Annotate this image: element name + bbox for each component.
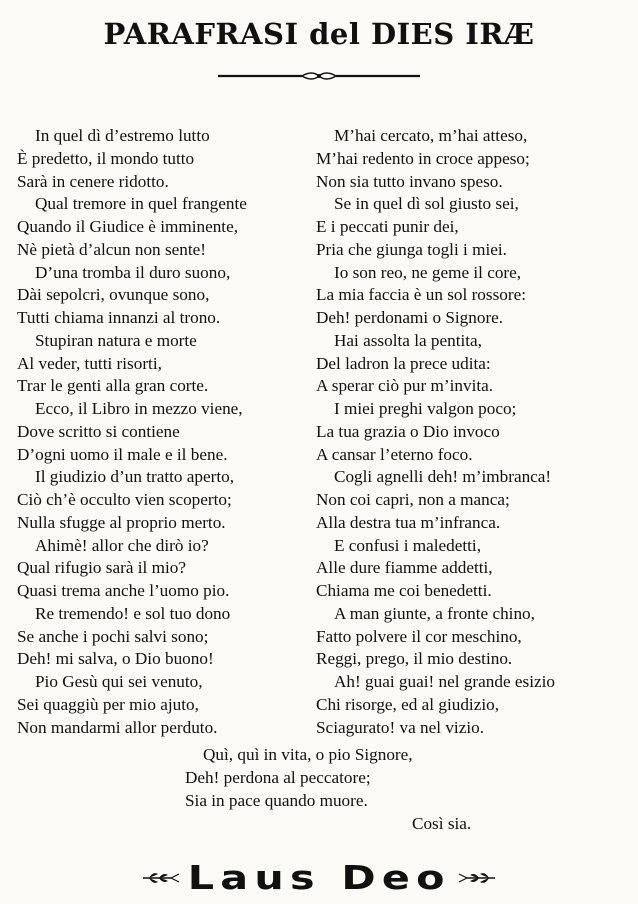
verse-line: A cansar l’eterno foco. xyxy=(316,444,473,464)
verse-line: Ciò ch’è occulto vien scoperto; xyxy=(17,490,232,509)
verse-line: Non coi capri, non a manca; xyxy=(316,490,510,509)
verse-line: Trar le genti alla gran corte. xyxy=(17,376,209,396)
verse-line: D’ogni uomo il male e il bene. xyxy=(17,444,228,464)
verse-line: Quasi trema anche l’uomo pio. xyxy=(17,581,230,600)
verse-line: Chiama me coi benedetti. xyxy=(316,581,492,600)
verse-line: Reggi, prego, il mio destino. xyxy=(316,649,513,669)
verse-line: Nulla sfugge al proprio merto. xyxy=(17,512,226,532)
verse-line: In quel dì d’estremo lutto xyxy=(35,126,210,145)
verse-line: Alla destra tua m’infranca. xyxy=(316,512,501,532)
verse-line: Cogli agnelli deh! m’imbranca! xyxy=(334,467,552,487)
verse-line: Non mandarmi allor perduto. xyxy=(17,717,218,737)
verse-line: Tutti chiama innanzi al trono. xyxy=(17,308,221,327)
verse-line: Io son reo, ne geme il core, xyxy=(334,262,522,282)
verse-line: Al veder, tutti risorti, xyxy=(17,353,162,373)
verse-line: Ahimè! allor che dirò io? xyxy=(35,535,209,555)
verse-line: Qual tremore in quel frangente xyxy=(35,194,247,214)
verse-line: Alle dure fiamme addetti, xyxy=(316,558,493,578)
verse-line: Hai assolta la pentita, xyxy=(334,330,482,350)
verse-line: Se in quel dì sol giusto sei, xyxy=(334,194,519,214)
verse-line: Pria che giunga togli i miei. xyxy=(316,239,507,259)
verse-line: Deh! perdona al peccatore; xyxy=(185,767,371,787)
verse-line: Dài sepolcri, ovunque sono, xyxy=(17,285,210,305)
verse-line: La mia faccia è un sol rossore: xyxy=(316,285,526,305)
verse-line: Quì, quì in vita, o pio Signore, xyxy=(203,745,413,764)
verse-line: La tua grazia o Dio invoco xyxy=(316,421,500,441)
verse-line: Chi risorge, ed al giudizio, xyxy=(316,694,499,714)
verse-line: Pio Gesù qui sei venuto, xyxy=(35,672,203,691)
verse-line: Non sia tutto invano speso. xyxy=(316,171,503,191)
verse-line: Quando il Giudice è imminente, xyxy=(17,217,238,236)
verse-line: E i peccati punir dei, xyxy=(316,217,459,236)
verse-line: Del ladron la prece udita: xyxy=(316,353,491,373)
verse-line: Nè pietà d’alcun non sente! xyxy=(17,239,206,259)
page-title: PARAFRASI del DIES IRÆ xyxy=(103,17,535,51)
verse-line: Stupiran natura e morte xyxy=(35,330,197,350)
verse-line: Fatto polvere il cor meschino, xyxy=(316,626,522,646)
verse-line: Qual rifugio sarà il mio? xyxy=(17,558,186,578)
leaf-ornament-icon xyxy=(141,869,181,887)
poem-left-column xyxy=(17,125,309,739)
laus-deo-heading: Laus Deo xyxy=(187,858,451,897)
verse-line: I miei preghi valgon poco; xyxy=(334,399,517,418)
verse-line: Re tremendo! e sol tuo dono xyxy=(35,603,231,623)
verse-line: Sciagurato! va nel vizio. xyxy=(316,717,484,737)
verse-line: A sperar ciò pur m’invita. xyxy=(316,376,494,396)
poem-right-column xyxy=(316,125,634,739)
verse-line: Sei quaggiù per mio ajuto, xyxy=(17,694,199,714)
verse-line: Sia in pace quando muore. xyxy=(185,790,368,810)
verse-line: Sarà in cenere ridotto. xyxy=(17,171,169,191)
ornamental-rule xyxy=(216,67,422,85)
verse-line: È predetto, il mondo tutto xyxy=(17,148,195,168)
verse-line: A man giunte, a fronte chino, xyxy=(334,603,535,623)
leaf-ornament-icon xyxy=(457,869,497,887)
verse-line: Dove scritto si contiene xyxy=(17,421,180,441)
verse-line: Deh! perdonami o Signore. xyxy=(316,308,504,327)
amen-line: Così sia. xyxy=(412,814,472,833)
verse-line: Deh! mi salva, o Dio buono! xyxy=(17,649,214,669)
verse-line: E confusi i maledetti, xyxy=(334,535,482,555)
verse-line: Ah! guai guai! nel grande esizio xyxy=(334,672,555,691)
verse-line: Se anche i pochi salvi sono; xyxy=(17,626,209,646)
verse-line: Ecco, il Libro in mezzo viene, xyxy=(35,399,243,418)
verse-line: M’hai redento in croce appeso; xyxy=(316,148,530,168)
verse-line: D’una tromba il duro suono, xyxy=(35,262,231,282)
verse-line: Il giudizio d’un tratto aperto, xyxy=(35,467,235,487)
closing-stanza xyxy=(185,744,413,812)
footer xyxy=(0,856,638,900)
verse-line: M’hai cercato, m’hai atteso, xyxy=(334,126,528,145)
